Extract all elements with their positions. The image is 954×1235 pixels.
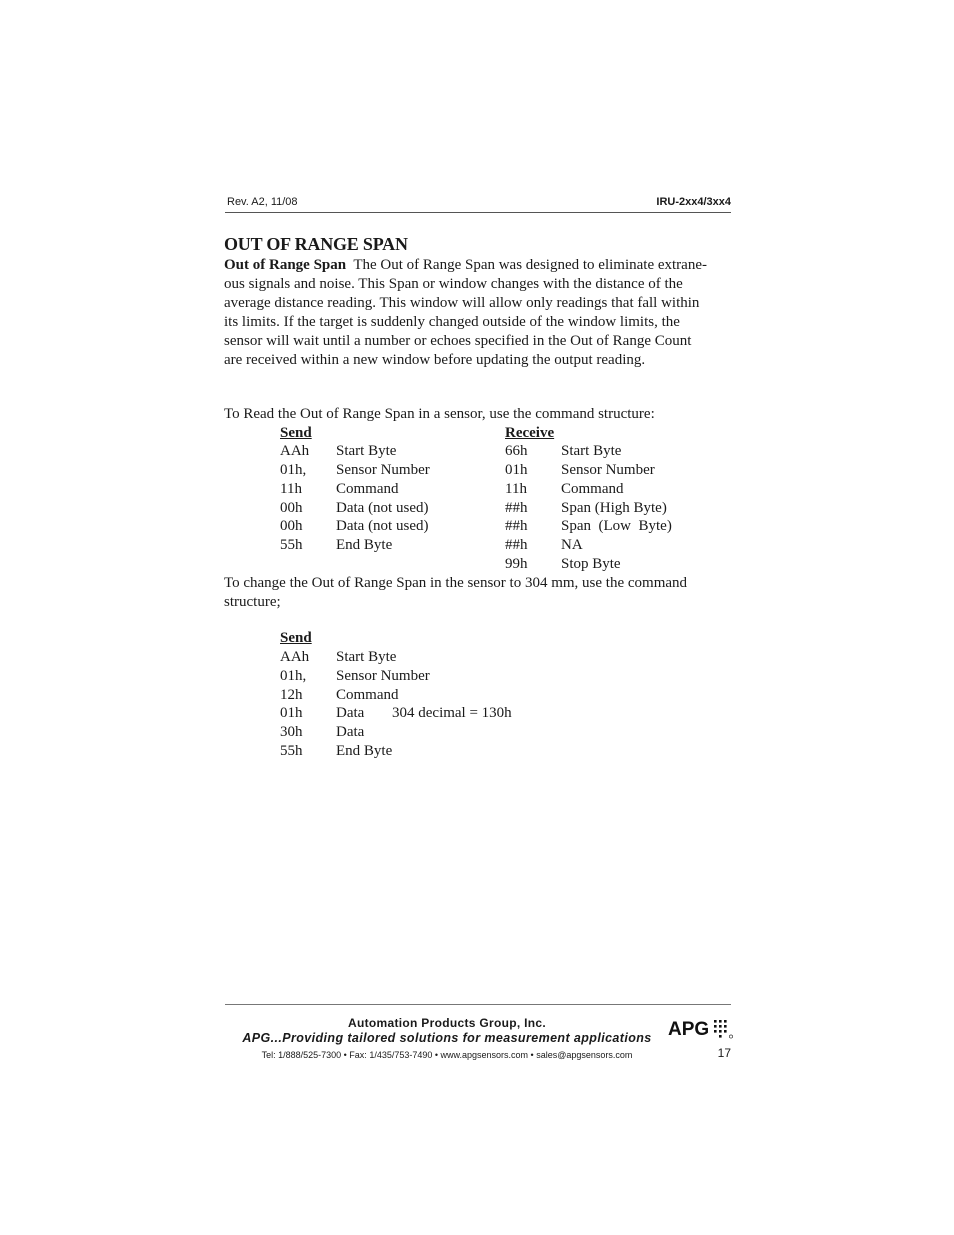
footer-tagline: APG...Providing tailored solutions for measurement applications xyxy=(242,1031,652,1045)
footer-contact: Tel: 1/888/525-7300 • Fax: 1/435/753-7490 • www.apgsensors.com • sales@apgsensors.com xyxy=(261,1050,633,1060)
change-intro-line-2: structure; xyxy=(224,594,281,610)
read-receive-table: 66h Start Byte 01h Sensor Number 11h Command ##h Span (High Byte) ##h Span (Low Byte) ##h NA 99h Stop Byte xyxy=(505,443,672,572)
paragraph-lead: Out of Range Span xyxy=(224,257,347,273)
paragraph-line-5: sensor will wait until a number or echoes specified in the Out of Range Count xyxy=(224,332,692,349)
logo-dots-mark xyxy=(714,1020,727,1038)
data-note: 304 decimal = 130h xyxy=(392,705,512,721)
paragraph-line-4: its limits. If the target is suddenly changed outside of the window limits, the xyxy=(224,313,680,330)
change-send-table: AAh Start Byte 01h, Sensor Number 12h Command 01h Data 304 decimal = 130h 30h Data 55h End Byte xyxy=(280,649,512,759)
read-command-intro: To Read the Out of Range Span in a sensor, use the command structure: xyxy=(224,406,655,422)
change-send-heading: Send xyxy=(280,630,312,646)
paragraph-line-6: are received within a new window before updating the output reading. xyxy=(224,351,646,368)
model-label: IRU-2xx4/3xx4 xyxy=(656,196,731,208)
apg-logo-graphic xyxy=(668,1017,734,1039)
header-divider xyxy=(225,212,731,213)
footer-divider xyxy=(225,1004,731,1005)
paragraph-line-2: ous signals and noise. This Span or window changes with the distance of the xyxy=(224,275,683,292)
logo-text: APG xyxy=(668,1019,710,1039)
section-paragraph xyxy=(224,256,734,369)
read-send-table: AAh Start Byte 01h, Sensor Number 11h Command 00h Data (not used) 00h Data (not used) 55h End Byte xyxy=(280,443,430,553)
change-command-intro xyxy=(224,574,734,612)
read-send-heading: Send xyxy=(280,425,312,441)
section-title: OUT OF RANGE SPAN xyxy=(224,234,408,254)
apg-logo xyxy=(668,1017,734,1039)
page-number: 17 xyxy=(717,1046,731,1060)
revision-label: Rev. A2, 11/08 xyxy=(227,196,298,208)
read-receive-heading: Receive xyxy=(505,425,555,441)
paragraph-line-3: average distance reading. This window will allow only readings that fall within xyxy=(224,294,700,311)
paragraph-line-1: Out of Range Span The Out of Range Span was designed to eliminate extrane- xyxy=(224,257,707,273)
change-intro-line-1: To change the Out of Range Span in the sensor to 304 mm, use the command xyxy=(224,575,688,591)
footer-company: Automation Products Group, Inc. xyxy=(348,1016,546,1030)
